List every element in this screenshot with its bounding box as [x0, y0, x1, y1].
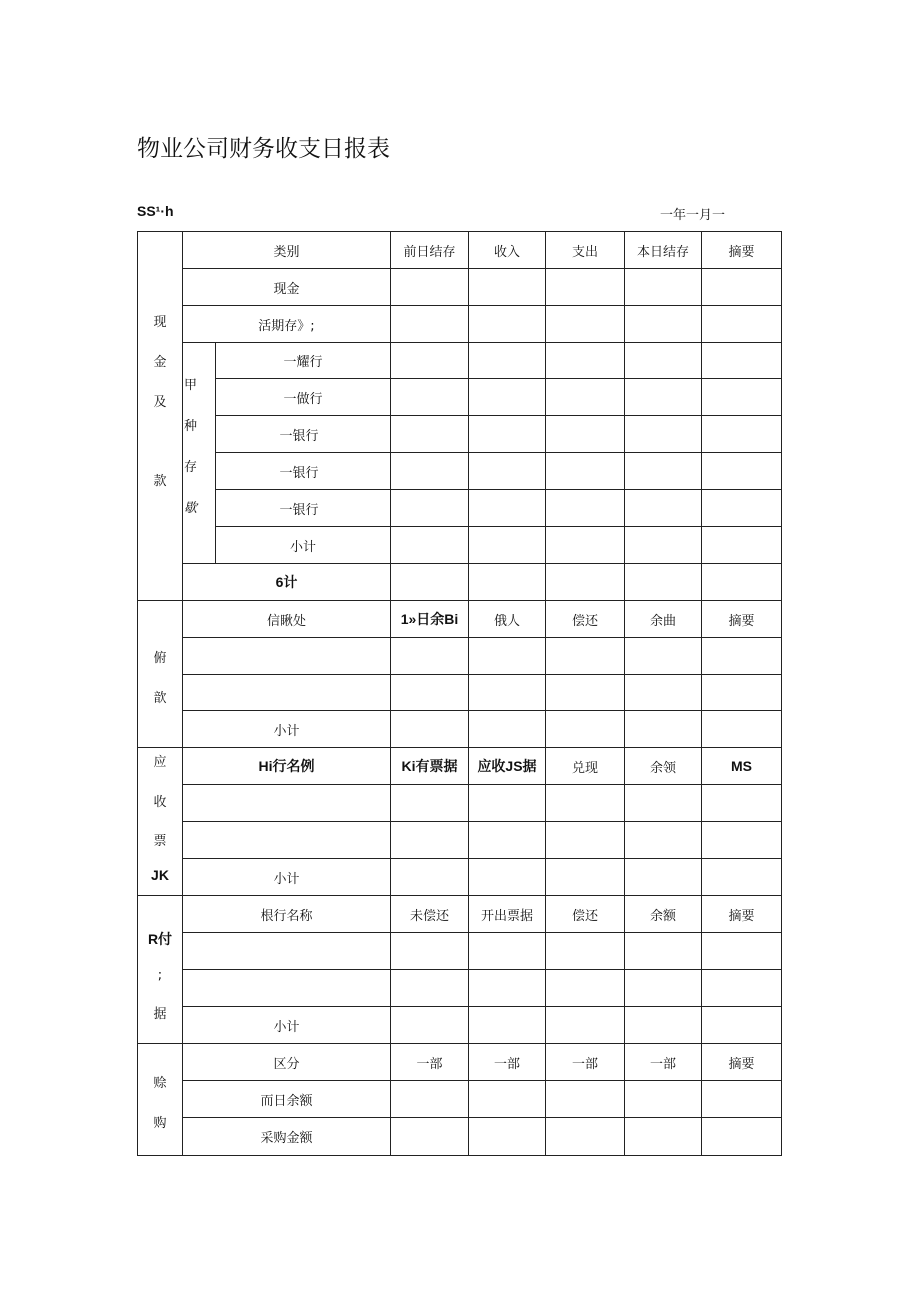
payable-group-char: ; — [157, 968, 163, 983]
credit-header-remarks: 摘要 — [728, 1056, 755, 1072]
payable-header-issued: 开出票据 — [480, 908, 533, 924]
page-title: 物业公司财务收支日报表 — [137, 136, 390, 162]
cash-group-char: 金 — [153, 355, 167, 370]
payable-header-balance: 余额 — [649, 908, 676, 924]
payable-subtotal: 小计 — [273, 1019, 300, 1035]
payable-group-char: R付 — [147, 931, 173, 947]
receivable-subtotal: 小计 — [273, 871, 300, 887]
credit-header-dept: 一部 — [649, 1056, 676, 1072]
payable-header-bank: 根行名称 — [260, 908, 313, 924]
column-divider-5 — [701, 231, 702, 1156]
credit-row-prev-balance: 而日余额 — [260, 1093, 313, 1109]
row-label-current-deposit: 活期存》; — [258, 318, 315, 334]
row-line — [182, 969, 782, 970]
table-border-bottom — [137, 1155, 782, 1156]
credit-header-division: 区分 — [273, 1056, 300, 1072]
header-previous-balance: 前日结存 — [403, 244, 456, 260]
subgroup-char: 存 — [184, 460, 198, 475]
cash-group-char: 及 — [153, 395, 167, 410]
column-divider-3 — [545, 231, 546, 1156]
payable-group-char: 据 — [153, 1007, 167, 1022]
payable-header-unpaid: 未偿还 — [409, 908, 449, 924]
row-label-cash: 现金 — [273, 281, 300, 297]
receivable-header-remarks: MS — [731, 758, 752, 774]
row-label-bank: 一银行 — [279, 465, 319, 481]
subgroup-char: 甲 — [184, 378, 198, 393]
row-label-bank: 一耀行 — [283, 355, 323, 370]
payable-header-repay: 偿还 — [571, 908, 598, 924]
header-current-balance: 本日结存 — [636, 244, 689, 260]
row-label-bank: 一银行 — [279, 502, 319, 518]
loan-header-lender: 信瞅处 — [266, 613, 306, 629]
row-label-bank: 一做行 — [283, 391, 323, 407]
row-line — [182, 821, 782, 822]
credit-header-dept: 一部 — [416, 1056, 443, 1072]
credit-header-dept: 一部 — [493, 1056, 520, 1072]
loan-group-char: 歆 — [153, 691, 167, 706]
receivable-group-char: JK — [151, 867, 169, 883]
unit-label: SS¹·h — [137, 203, 174, 219]
loan-header-balance: 余曲 — [649, 613, 676, 629]
column-divider-1 — [390, 231, 391, 1156]
row-line — [182, 784, 782, 785]
table-border-right — [781, 231, 782, 1156]
receivable-header-balance: 余领 — [649, 760, 676, 776]
loan-header-repay: 偿还 — [571, 613, 598, 629]
loan-group-char: 俯 — [153, 651, 167, 666]
header-category: 类别 — [273, 244, 300, 260]
date-label: 一年一月一 — [660, 208, 726, 223]
loan-subtotal: 小计 — [273, 723, 300, 739]
row-label-subtotal: 小计 — [289, 539, 316, 555]
column-divider-2 — [468, 231, 469, 1156]
receivable-header-notes: 应收JS据 — [477, 758, 537, 774]
loan-header-borrow: 俄人 — [493, 613, 520, 629]
subgroup-char: 歇 — [184, 501, 198, 516]
credit-group-char: 赊 — [153, 1076, 167, 1091]
column-divider-4 — [624, 231, 625, 1156]
receivable-header-bank: Hi行名例 — [258, 758, 315, 774]
credit-row-purchase-amount: 采购金额 — [260, 1131, 313, 1146]
cash-group-char: 现 — [153, 315, 167, 330]
credit-header-dept: 一部 — [571, 1056, 598, 1072]
loan-header-prev-balance: 1»日余Bi — [400, 611, 459, 627]
report-table — [137, 231, 781, 1155]
receivable-group-char: 收 — [153, 795, 167, 810]
payable-header-remarks: 摘要 — [728, 908, 755, 924]
row-line — [182, 932, 782, 933]
row-label-total: 6计 — [275, 574, 298, 590]
credit-group-char: 购 — [153, 1116, 167, 1131]
loan-header-remarks: 摘要 — [728, 613, 755, 629]
subgroup-char: 种 — [184, 419, 198, 434]
row-line — [182, 637, 782, 638]
header-remarks: 摘要 — [728, 244, 755, 260]
receivable-header-held: Ki有票据 — [401, 758, 458, 774]
row-label-bank: 一银行 — [279, 428, 319, 444]
header-income: 收入 — [493, 244, 520, 260]
row-line — [182, 674, 782, 675]
receivable-group-char: 应 — [153, 755, 167, 770]
receivable-group-char: 票 — [153, 834, 167, 849]
cash-group-char: 款 — [153, 474, 167, 489]
receivable-header-cashed: 兑现 — [571, 760, 598, 776]
header-expense: 支出 — [571, 244, 598, 260]
